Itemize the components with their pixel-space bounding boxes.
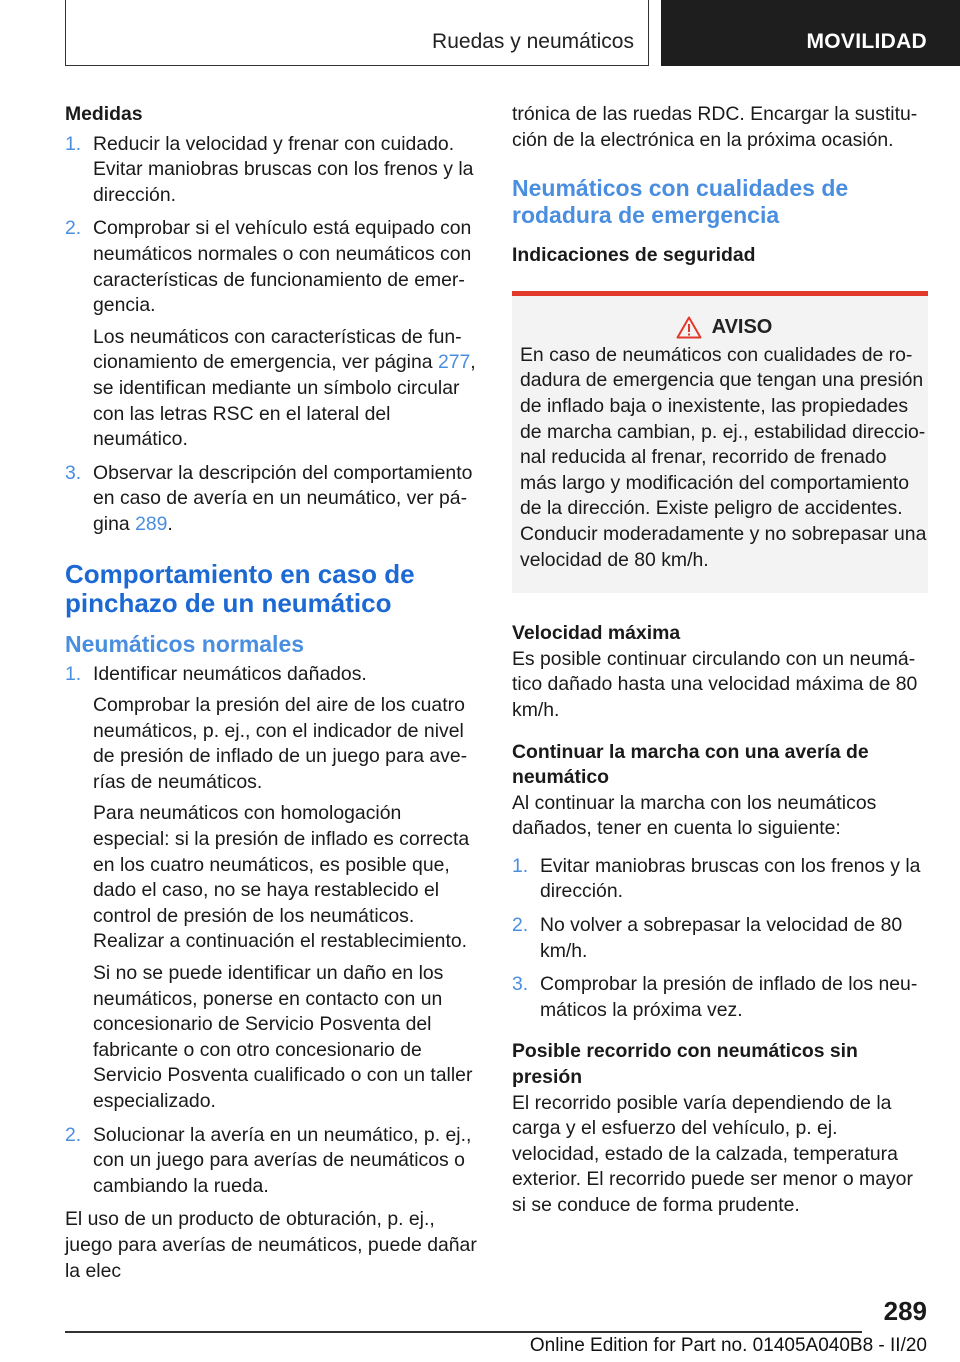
list-text: Reducir la velocidad y frenar con cuidado. Evitar maniobras bruscas con los frenos y la dirección. xyxy=(93,132,474,206)
list-number: 1. xyxy=(65,662,82,685)
list-text: Comprobar la presión de inflado de los neumáticos la próxima vez. xyxy=(540,973,918,1021)
rsc-title: Neumáticos con cualidades de rodadura de emergencia xyxy=(512,175,849,229)
range-text: El recorrido posible varía dependiendo de la carga y el esfuerzo del vehículo, p. ej. velocidad, estado de la calzada, temperatura exterior. El recorrido puede ser menor o mayor si se conduce de forma prudente. xyxy=(512,1091,913,1216)
list-text: Identificar neumáticos dañados. xyxy=(93,662,367,685)
section-title: MOVILIDAD xyxy=(806,30,927,53)
warning-box xyxy=(512,291,928,593)
list-subtext: Si no se puede identificar un daño en los neumáticos, ponerse en contacto con un concesionario de Servicio Posventa del fabricante o con otro concesionario de Servicio Posventa cualificado o con un taller especializado. xyxy=(93,962,473,1112)
footer-divider xyxy=(65,1331,862,1333)
max-speed-heading: Velocidad máxima xyxy=(512,622,681,645)
list-number: 3. xyxy=(512,973,529,996)
list-item xyxy=(65,662,480,1115)
list-item xyxy=(65,1123,480,1200)
list-item xyxy=(512,972,928,1023)
list-text: Solucionar la avería en un neumático, p. ej., con un juego para averías de neumáticos o cambiando la rueda. xyxy=(93,1123,472,1197)
edition-text: Online Edition for Part no. 01405A040B8 - II/20 xyxy=(529,1335,927,1356)
header-chapter-box xyxy=(65,0,649,66)
list-subtext: Para neumáticos con homologación especial: si la presión de inflado es correcta en los cuatro neumáticos, es posible que, dado el caso, no se haya restablecido el control de presión de los neumáticos. Realizar a continuación el restablecimiento. xyxy=(93,802,470,953)
list-text: No volver a sobrepasar la velocidad de 80 km/h. xyxy=(540,914,903,962)
page-number: 289 xyxy=(883,1296,927,1326)
warning-title xyxy=(520,316,928,339)
continuation-paragraph: trónica de las ruedas RDC. Encargar la sustitución de la electrónica en la próxima ocasión. xyxy=(512,103,918,151)
list-item xyxy=(65,461,480,538)
list-number: 2. xyxy=(512,914,529,937)
list-number: 1. xyxy=(512,854,529,877)
list-item xyxy=(65,132,480,209)
left-column xyxy=(65,102,480,1292)
list-subtext: Comprobar la presión del aire de los cuatro neumáticos, p. ej., con el indicador de nivel de presión de inflado de un juego para averías de neumáticos. xyxy=(93,694,468,793)
max-speed-text: Es posible continuar circulando con un neumático dañado hasta una velocidad máxima de 80 km/h. xyxy=(512,647,918,721)
normal-tires-heading: Neumáticos normales xyxy=(65,630,305,657)
list-text: Comprobar si el vehículo está equipado con neumáticos normales o con neumáticos con características de funcionamiento de emergencia. xyxy=(93,217,472,317)
section-title-pinchazo: Comportamiento en caso de pinchazo de un neumático xyxy=(65,558,415,618)
safety-heading: Indicaciones de seguridad xyxy=(512,244,756,267)
list-number: 2. xyxy=(65,217,82,240)
closing-paragraph: El uso de un producto de obturación, p. ej., juego para averías de neumáticos, puede dañar la elec xyxy=(65,1208,477,1282)
chapter-title: Ruedas y neumáticos xyxy=(432,30,634,53)
page-link-289[interactable]: 289 xyxy=(135,512,168,535)
list-item xyxy=(512,854,928,905)
header-section-box xyxy=(661,0,960,66)
continue-heading: Continuar la marcha con una avería de neumático xyxy=(512,740,869,789)
continue-text: Al continuar la marcha con los neumáticos dañados, tener en cuenta lo siguiente: xyxy=(512,791,877,840)
list-number: 1. xyxy=(65,132,82,155)
warning-label: AVISO xyxy=(711,315,773,338)
list-text: Evitar maniobras bruscas con los frenos y la dirección. xyxy=(540,854,921,903)
warning-text: En caso de neumáticos con cualidades de rodadura de emergencia que tengan una presión de inflado baja o inexistente, las propiedades de marcha cambian, p. ej., estabilidad direccional reducida al frenar, recorrido de frenado más largo y modificación del comportamiento de la dirección. Existe peligro de accidentes. Conducir moderadamente y no sobrepasar una velocidad de 80 km/h. xyxy=(520,343,927,571)
list-number: 3. xyxy=(65,461,82,484)
list-number: 2. xyxy=(65,1123,82,1146)
list-item xyxy=(512,913,928,964)
list-item xyxy=(65,216,480,452)
list-text: Observar la descripción del comportamiento en caso de avería en un neumático, ver página 289. xyxy=(93,461,473,535)
right-column xyxy=(512,102,928,1227)
range-heading: Posible recorrido con neumáticos sin presión xyxy=(512,1040,858,1089)
medidas-heading: Medidas xyxy=(65,103,143,125)
list-subtext: Los neumáticos con características de funcionamiento de emergencia, ver página 277, se identifican mediante un símbolo circular con las letras RSC en el lateral del neumático. xyxy=(93,325,476,451)
page-link-277[interactable]: 277 xyxy=(437,351,471,374)
warning-triangle-icon xyxy=(676,316,702,339)
